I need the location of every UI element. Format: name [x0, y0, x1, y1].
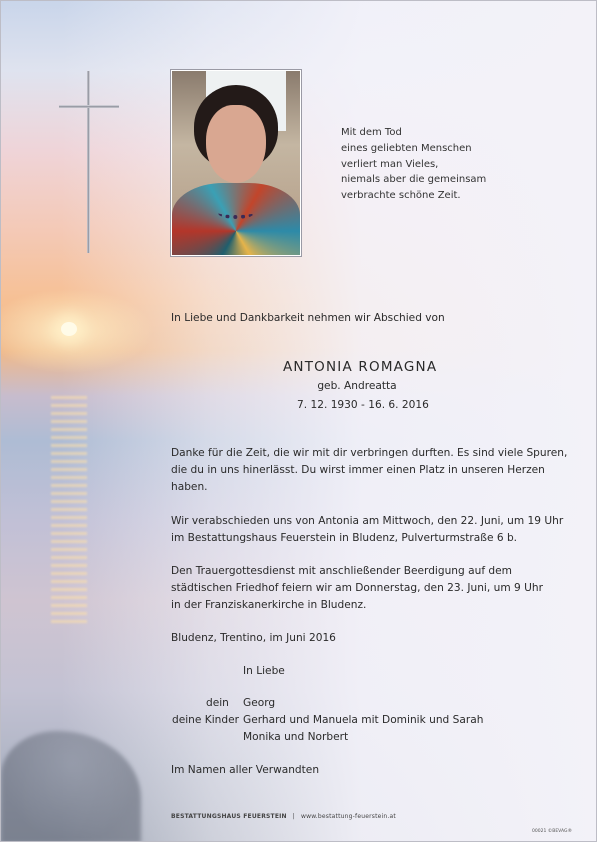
portrait-photo [171, 70, 301, 256]
intro-text: In Liebe und Dankbarkeit nehmen wir Abschied von [171, 312, 445, 324]
mourner-name: Monika und Norbert [243, 731, 349, 743]
mourner-names [243, 695, 483, 746]
mourner-name: Gerhard und Manuela mit Dominik und Sarah [243, 714, 484, 726]
footer-separator: | [292, 813, 296, 820]
label-kinder: deine Kinder [172, 714, 239, 726]
mourner-name: Georg [243, 697, 276, 709]
sea-reflection-image [51, 396, 87, 626]
maiden-name: geb. Andreatta [317, 380, 397, 392]
website-link[interactable]: www.bestattung-feuerstein.at [301, 813, 396, 820]
relatives-text: Im Namen aller Verwandten [171, 764, 320, 776]
in-love-text: In Liebe [243, 665, 285, 677]
quote-line: verbrachte schöne Zeit. [341, 190, 461, 202]
quote-line: Mit dem Tod [341, 127, 402, 138]
farewell-paragraph: Wir verabschieden uns von Antonia am Mittwoch, den 22. Juni, um 19 Uhr im Bestattungshaus Feuerstein in Bludenz, Pulverturmstraße 6 b. [171, 515, 564, 544]
shore-rock-image [1, 731, 141, 842]
company-name: BESTATTUNGSHAUS FEUERSTEIN [171, 813, 287, 820]
sun-image [61, 322, 77, 336]
place-date: Bludenz, Trentino, im Juni 2016 [171, 632, 336, 644]
print-code: 00021 ©BEVAG® [532, 829, 572, 834]
service-paragraph: Den Trauergottesdienst mit anschließender Beerdigung auf dem städtischen Friedhof feiern wir am Donnerstag, den 23. Juni, um 9 Uhr in der Franziskanerkirche in Bludenz. [171, 565, 543, 611]
footer [171, 813, 396, 820]
deceased-name: ANTONIA ROMAGNA [283, 359, 438, 375]
thanks-paragraph: Danke für die Zeit, die wir mit dir verbringen durften. Es sind viele Spuren, die du in uns hinerlässt. Du wirst immer einen Platz in unseren Herzen haben. [171, 447, 568, 493]
label-dein: dein [206, 697, 229, 709]
quote-line: verliert man Vieles, [341, 158, 439, 170]
quote-line: eines geliebten Menschen [341, 142, 472, 154]
life-dates: 7. 12. 1930 - 16. 6. 2016 [297, 399, 429, 411]
memorial-quote [341, 125, 486, 204]
quote-line: niemals aber die gemeinsam [341, 174, 487, 186]
